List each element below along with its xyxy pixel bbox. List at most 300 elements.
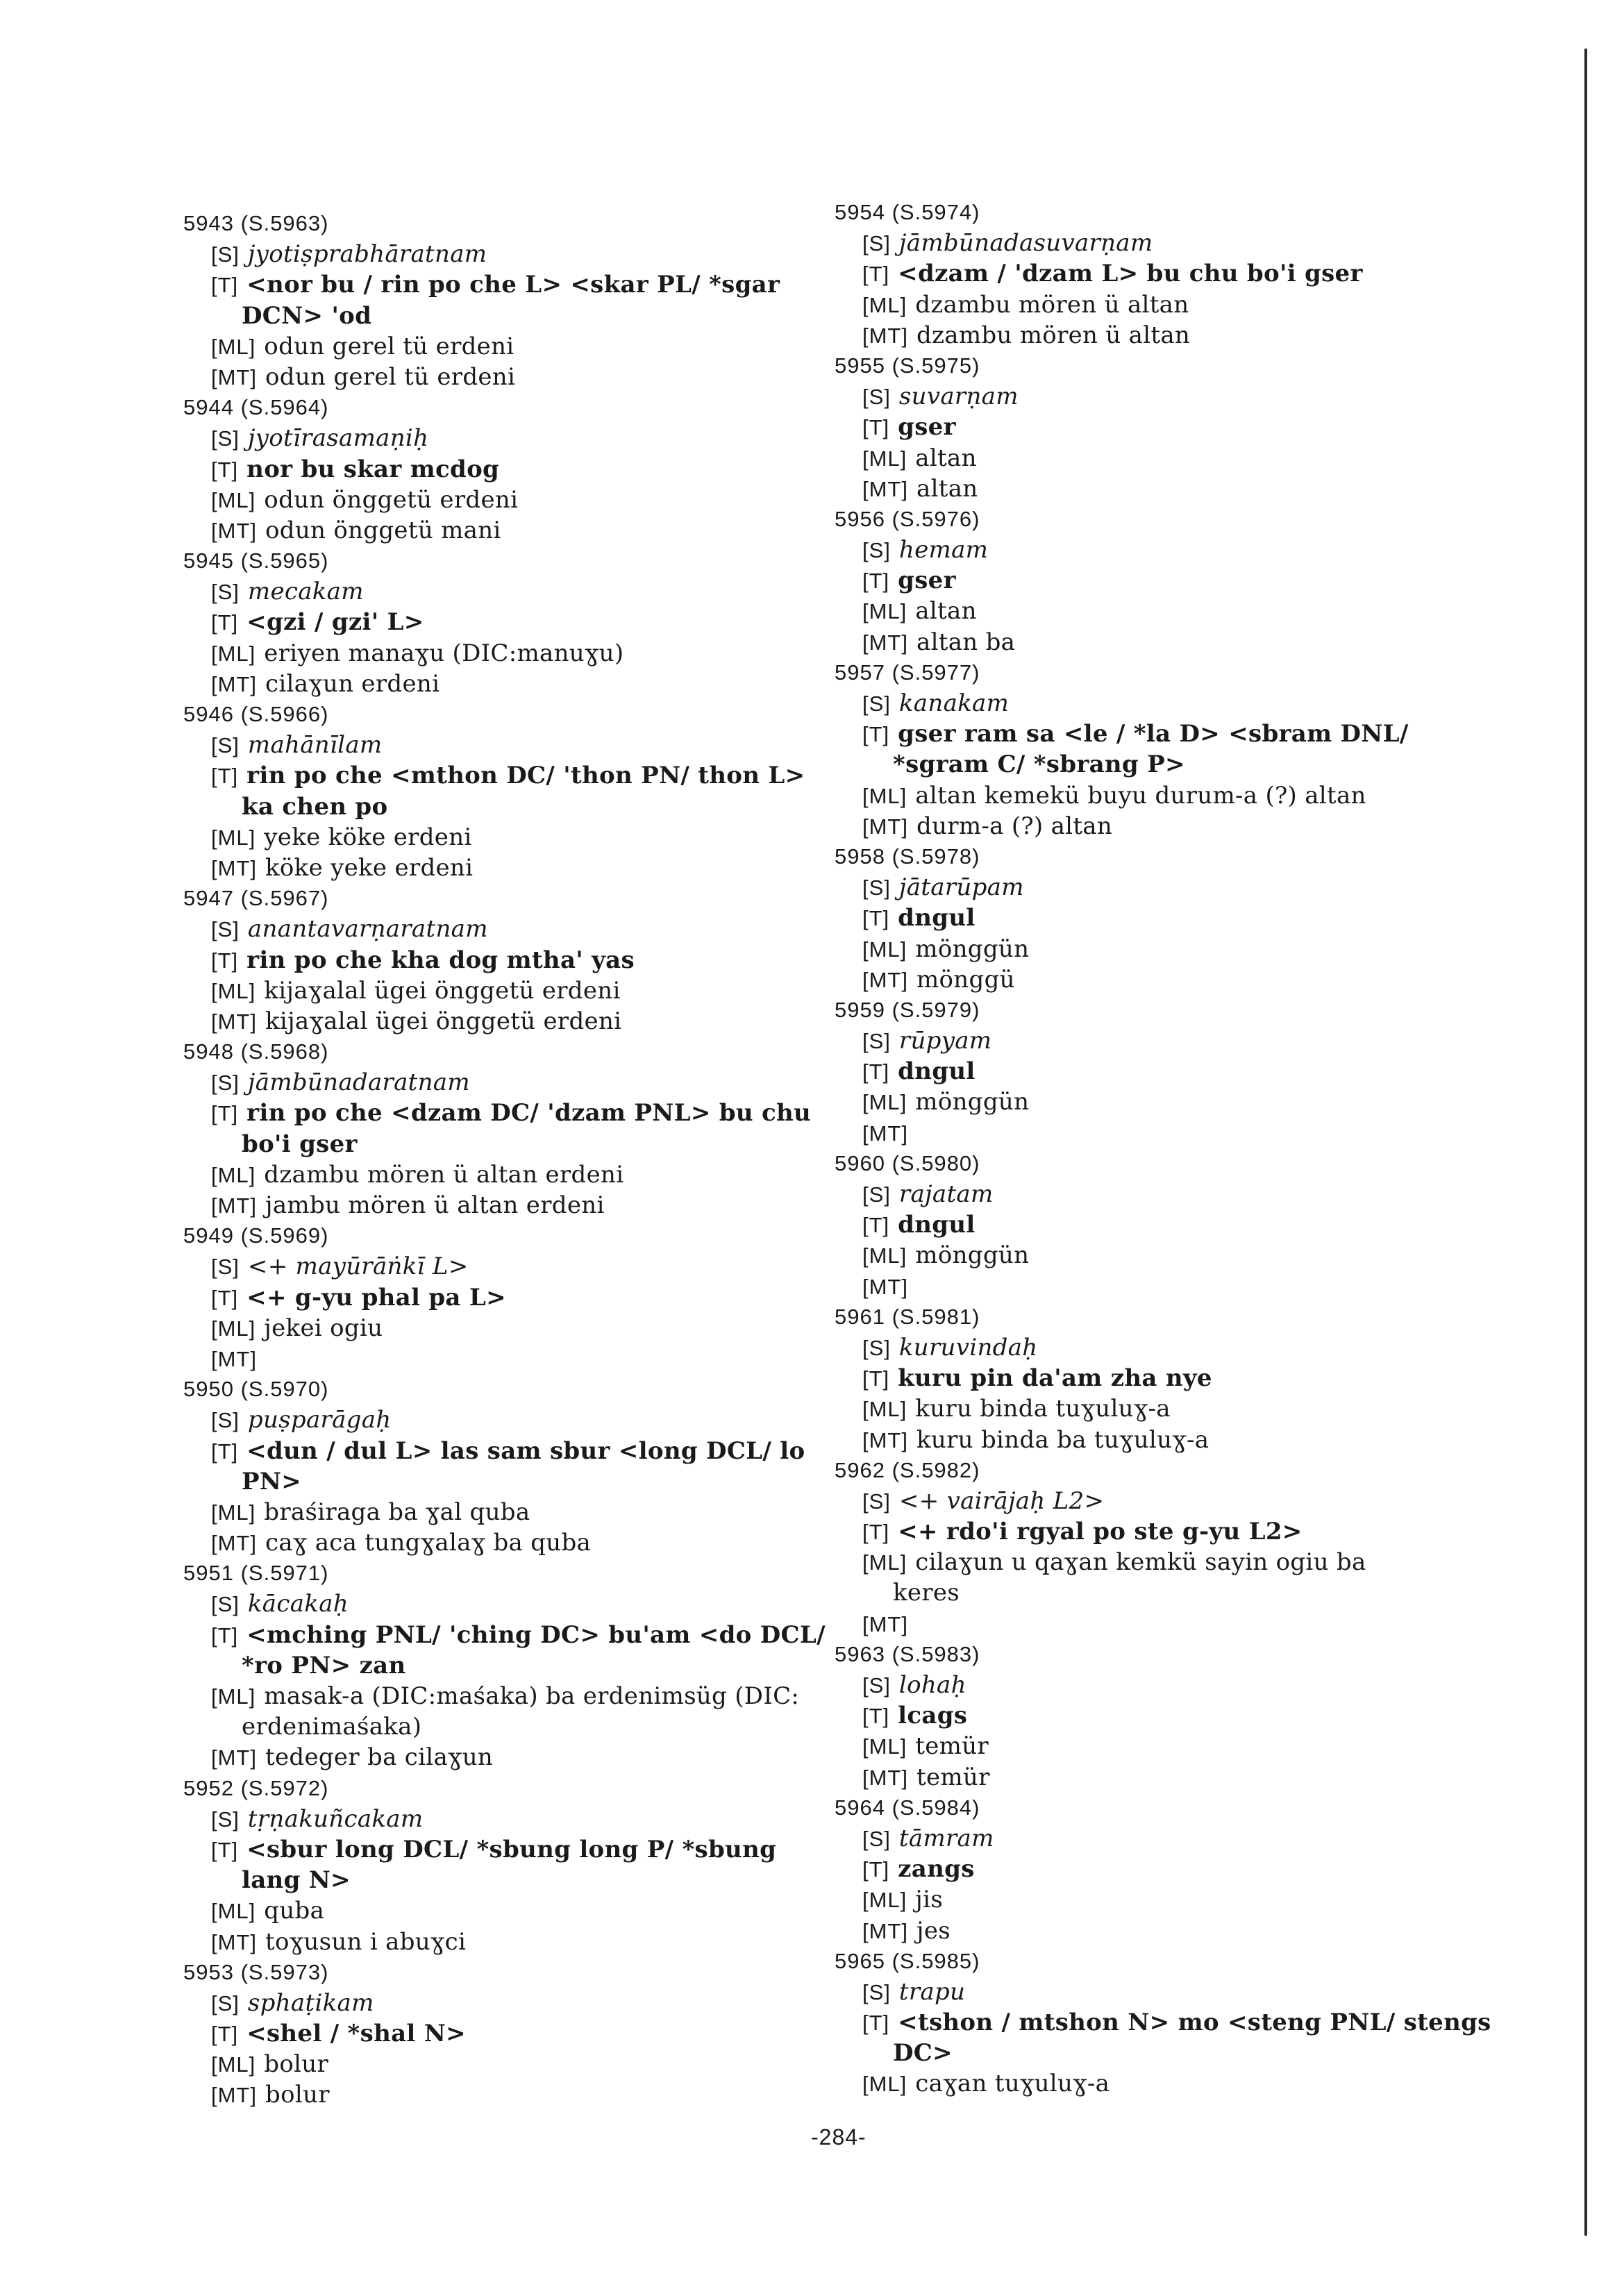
entry-number: 5948 (S.5968) [183,1039,329,1064]
tibetan-tag: [T] [862,569,890,594]
mongolian-mt-line [835,1916,1494,1946]
mt-term: kuru binda ba tuɣuluɣ-a [916,1425,1209,1454]
entry-number: 5962 (S.5982) [835,1457,980,1482]
mongolian-ml-line [835,1731,1494,1761]
sanskrit-line [835,1486,1494,1516]
sanskrit-line [183,423,843,453]
sanskrit-term: suvarṇam [898,383,1019,411]
sanskrit-term: tāmram [898,1824,994,1852]
sanskrit-tag: [S] [862,875,891,900]
sanskrit-term: <+ vairājaḥ L2> [898,1486,1105,1515]
tibetan-line [183,1466,843,1497]
ml-tag: [ML] [862,1397,907,1422]
mongolian-mt-line [183,1190,843,1221]
sanskrit-tag: [S] [211,426,240,451]
mongolian-ml-line [183,1895,843,1926]
sanskrit-tag: [S] [862,1826,891,1851]
mt-tag: [MT] [862,1765,908,1790]
ml-tag: [ML] [862,783,907,808]
tibetan-line [835,1363,1494,1393]
tibetan-line [183,301,843,331]
mt-term: caɣ aca tungɣalaɣ ba quba [265,1529,592,1557]
mongolian-mt-line [183,1527,843,1558]
entry-number: 5961 (S.5981) [835,1304,980,1329]
tibetan-line [835,1854,1494,1884]
ml-term: yeke köke erdeni [264,823,472,851]
mongolian-mt-line [183,2079,843,2110]
tibetan-line [835,1516,1494,1547]
dictionary-entry [835,1148,1494,1302]
mongolian-ml-line [183,1711,843,1742]
sanskrit-tag: [S] [211,1255,240,1280]
mongolian-mt-line [835,1425,1494,1455]
dictionary-entry [183,1221,843,1374]
tibetan-line [183,607,843,637]
mongolian-mt-line [183,1742,843,1773]
sanskrit-line [183,914,843,944]
mongolian-mt-line [835,964,1494,995]
mongolian-ml-line [183,1159,843,1190]
tibetan-term: bo'i gser [242,1130,358,1158]
mongolian-ml-line [183,638,843,669]
tibetan-line [183,760,843,791]
mt-term: jambu mören ü altan erdeni [265,1191,605,1219]
mongolian-mt-line [183,853,843,883]
ml-term: erdenimaśaka) [242,1713,422,1741]
tibetan-term: nor bu skar mcdog [246,455,500,483]
tibetan-tag: [T] [862,722,890,747]
dictionary-entry [835,1946,1494,2100]
tibetan-tag: [T] [211,457,239,482]
tibetan-term: rin po che kha dog mtha' yas [246,946,635,974]
tibetan-tag: [T] [211,948,239,973]
mt-tag: [MT] [862,967,908,992]
dictionary-entry [183,1374,843,1558]
mongolian-ml-line [835,1547,1494,1577]
sanskrit-line [183,576,843,607]
ml-tag: [ML] [211,1500,256,1525]
sanskrit-term: trapu [898,1977,966,2006]
mt-tag: [MT] [211,671,257,696]
tibetan-term: *ro PN> zan [242,1651,406,1679]
mongolian-mt-line [183,515,843,546]
sanskrit-term: rūpyam [898,1027,992,1055]
entry-number: 5943 (S.5963) [183,211,329,235]
mongolian-ml-line [835,1240,1494,1271]
mt-tag: [MT] [862,1121,908,1146]
tibetan-line [183,2018,843,2049]
dictionary-entry [835,1793,1494,1946]
sanskrit-term: <+ mayūrāṅkī L> [247,1252,469,1281]
mongolian-mt-line [835,627,1494,657]
tibetan-line [183,1098,843,1128]
mt-tag: [MT] [862,1274,908,1299]
entry-number: 5952 (S.5972) [183,1775,329,1800]
tibetan-term: gser [898,567,956,595]
tibetan-tag: [T] [211,1285,239,1310]
sanskrit-tag: [S] [211,1592,240,1617]
mongolian-mt-line [835,811,1494,841]
tibetan-line [183,269,843,300]
sanskrit-line [835,688,1494,719]
entry-number: 5955 (S.5975) [835,353,980,378]
sanskrit-term: tṛṇakuñcakam [247,1804,424,1833]
dictionary-entry [183,546,843,699]
sanskrit-line [183,1988,843,2018]
mongolian-mt-line [835,1271,1494,1302]
mt-tag: [MT] [862,814,908,839]
mongolian-ml-line [835,2068,1494,2099]
entry-number: 5944 (S.5964) [183,395,329,420]
tibetan-line [835,1700,1494,1731]
sanskrit-line [835,1025,1494,1056]
sanskrit-term: anantavarṇaratnam [247,915,488,944]
sanskrit-line [835,1823,1494,1854]
ml-term: altan kemekü buyu durum-a (?) altan [915,781,1366,810]
dictionary-entry [835,1302,1494,1455]
tibetan-line [183,1834,843,1865]
dictionary-entry [183,1558,843,1773]
sanskrit-term: mahānīlam [247,731,383,760]
mt-tag: [MT] [862,476,908,501]
mongolian-mt-line [835,1609,1494,1639]
tibetan-tag: [T] [211,764,239,789]
sanskrit-term: rajatam [898,1180,994,1208]
mt-tag: [MT] [211,1745,257,1770]
mongolian-mt-line [183,669,843,699]
entry-number: 5964 (S.5984) [835,1795,980,1820]
sanskrit-term: jāmbūnadasuvarṇam [898,229,1153,258]
sanskrit-line [183,1405,843,1435]
mt-tag: [MT] [211,2083,257,2108]
ml-tag: [ML] [211,334,256,359]
ml-term: altan [915,597,977,626]
ml-tag: [ML] [211,978,256,1003]
mongolian-ml-line [183,1313,843,1343]
mt-term: temür [916,1763,990,1791]
mongolian-mt-line [183,1927,843,1957]
sanskrit-tag: [S] [211,733,240,758]
ml-tag: [ML] [211,1162,256,1187]
mt-tag: [MT] [211,518,257,543]
tibetan-term: <mching PNL/ 'ching DC> bu'am <do DCL/ [246,1620,826,1649]
ml-term: altan [915,444,977,472]
mt-term: toɣusun i abuɣci [265,1927,467,1956]
ml-term: cilaɣun u qaɣan kemkü sayin ogiu ba [915,1548,1366,1577]
ml-term: bolur [264,2050,329,2079]
tibetan-tag: [T] [211,273,239,298]
tibetan-line [835,1056,1494,1087]
sanskrit-term: jāmbūnadaratnam [247,1069,470,1097]
mongolian-mt-line [835,1762,1494,1793]
mt-tag: [MT] [211,364,257,389]
mt-tag: [MT] [211,1531,257,1556]
sanskrit-line [183,1589,843,1619]
ml-term: dzambu mören ü altan erdeni [264,1160,624,1189]
tibetan-tag: [T] [862,1213,890,1238]
mongolian-ml-line [183,331,843,362]
tibetan-line [183,1282,843,1313]
page-number: -284- [811,2125,867,2150]
dictionary-entry [183,1037,843,1221]
mt-tag: [MT] [211,1346,257,1371]
tibetan-term: rin po che <mthon DC/ 'thon PN/ thon L> [246,762,805,790]
sanskrit-tag: [S] [211,1991,240,2016]
tibetan-line [835,749,1494,780]
tibetan-tag: [T] [862,2011,890,2036]
mt-term: mönggü [916,965,1015,994]
mongolian-ml-line [835,1577,1494,1608]
ml-tag: [ML] [862,2072,907,2097]
dictionary-entry [835,657,1494,841]
sanskrit-line [183,1251,843,1282]
ml-tag: [ML] [211,1684,256,1709]
mt-term: odun gerel tü erdeni [265,362,516,391]
tibetan-line [835,2007,1494,2038]
sanskrit-term: mecakam [247,578,364,606]
tibetan-tag: [T] [862,262,890,287]
ml-term: jis [915,1886,944,1914]
entry-number: 5945 (S.5965) [183,548,329,573]
mongolian-ml-line [183,1681,843,1711]
dictionary-entry [835,197,1494,351]
dictionary-entry [835,351,1494,504]
sanskrit-tag: [S] [862,231,891,256]
sanskrit-term: hemam [898,536,989,564]
tibetan-line [835,258,1494,289]
mongolian-ml-line [183,822,843,853]
ml-tag: [ML] [862,1734,907,1759]
ml-tag: [ML] [862,1550,907,1575]
mongolian-mt-line [183,1006,843,1037]
tibetan-line [835,903,1494,933]
tibetan-term: <+ rdo'i rgyal po ste g-yu L2> [898,1518,1303,1546]
sanskrit-term: puṣparāgaḥ [247,1406,392,1434]
ml-tag: [ML] [862,937,907,962]
ml-term: dzambu mören ü altan [915,290,1189,319]
mongolian-ml-line [835,1393,1494,1424]
tibetan-line [835,1209,1494,1240]
ml-term: braśiraga ba ɣal quba [264,1498,530,1526]
sanskrit-tag: [S] [211,242,240,267]
entry-number: 5960 (S.5980) [835,1150,980,1175]
mongolian-mt-line [835,474,1494,504]
ml-tag: [ML] [211,1316,256,1341]
sanskrit-line [183,1067,843,1098]
tibetan-tag: [T] [862,1704,890,1729]
tibetan-line [183,1865,843,1895]
tibetan-tag: [T] [211,610,239,635]
sanskrit-line [835,381,1494,412]
ml-term: caɣan tuɣuluɣ-a [915,2070,1110,2098]
entry-number: 5958 (S.5978) [835,844,980,869]
tibetan-term: *sgram C/ *sbrang P> [893,751,1185,779]
right-column [835,197,1494,2100]
tibetan-tag: [T] [862,1520,890,1545]
mt-tag: [MT] [862,1611,908,1636]
ml-tag: [ML] [862,1888,907,1913]
ml-term: mönggün [915,935,1030,963]
ml-tag: [ML] [211,1899,256,1924]
mongolian-ml-line [183,485,843,515]
sanskrit-tag: [S] [862,1335,891,1360]
tibetan-term: DCN> 'od [242,301,372,330]
entry-number: 5946 (S.5966) [183,702,329,726]
mt-tag: [MT] [211,1009,257,1034]
sanskrit-term: jyotiṣprabhāratnam [247,240,487,269]
tibetan-line [183,1650,843,1681]
tibetan-line [183,945,843,975]
dictionary-entry [835,1455,1494,1639]
dictionary-entry [183,208,843,392]
mongolian-ml-line [835,1087,1494,1117]
mt-term: cilaɣun erdeni [265,669,440,698]
mt-tag: [MT] [211,1929,257,1954]
dictionary-entry [835,841,1494,995]
sanskrit-term: lohaḥ [898,1671,966,1699]
sanskrit-tag: [S] [862,692,891,716]
entry-number: 5965 (S.5985) [835,1948,980,1973]
dictionary-entry [835,1639,1494,1793]
tibetan-line [835,565,1494,596]
sanskrit-term: kācakaḥ [247,1590,349,1618]
ml-term: jekei ogiu [264,1314,383,1342]
tibetan-term: DC> [893,2039,953,2068]
tibetan-term: gser [898,413,956,442]
page-edge-line [1584,49,1587,2236]
sanskrit-term: kanakam [898,689,1010,717]
tibetan-line [183,454,843,485]
sanskrit-line [835,1670,1494,1700]
dictionary-entry [835,504,1494,657]
sanskrit-tag: [S] [862,1182,891,1207]
tibetan-term: <+ g-yu phal pa L> [246,1283,506,1312]
sanskrit-term: jātarūpam [898,873,1024,902]
sanskrit-tag: [S] [862,1979,891,2004]
tibetan-line [835,719,1494,749]
mt-term: köke yeke erdeni [265,853,474,882]
tibetan-term: <nor bu / rin po che L> <skar PL/ *sgar [246,271,780,299]
mongolian-ml-line [835,596,1494,626]
ml-tag: [ML] [211,825,256,850]
tibetan-term: <sbur long DCL/ *sbung long P/ *sbung [246,1835,777,1863]
ml-term: mönggün [915,1088,1030,1116]
tibetan-line [835,412,1494,442]
mongolian-ml-line [183,2049,843,2079]
mongolian-ml-line [183,1497,843,1527]
tibetan-tag: [T] [211,1837,239,1862]
tibetan-line [183,1436,843,1466]
ml-tag: [ML] [862,292,907,317]
sanskrit-tag: [S] [862,538,891,563]
mt-term: kijaɣalal ügei önggetü erdeni [265,1007,622,1035]
ml-tag: [ML] [211,487,256,512]
ml-tag: [ML] [862,1243,907,1268]
sanskrit-tag: [S] [211,1071,240,1096]
mt-term: dzambu mören ü altan [916,321,1191,349]
ml-tag: [ML] [862,1090,907,1115]
dictionary-entry [835,995,1494,1148]
dictionary-entry [183,1773,843,1957]
sanskrit-tag: [S] [211,917,240,942]
sanskrit-tag: [S] [862,1029,891,1054]
dictionary-entry [183,699,843,883]
ml-term: mönggün [915,1241,1030,1270]
sanskrit-line [835,872,1494,903]
ml-term: quba [264,1897,325,1925]
ml-term: eriyen manaɣu (DIC:manuɣu) [264,639,624,667]
tibetan-term: <dzam / 'dzam L> bu chu bo'i gser [898,260,1363,288]
entry-number: 5953 (S.5973) [183,1959,329,1984]
sanskrit-line [835,1977,1494,2007]
tibetan-term: dngul [898,1057,976,1086]
mt-tag: [MT] [211,1193,257,1218]
dictionary-entry [183,883,843,1037]
tibetan-term: dngul [898,1211,976,1239]
entry-number: 5951 (S.5971) [183,1561,329,1586]
ml-term: kuru binda tuɣuluɣ-a [915,1395,1171,1423]
tibetan-tag: [T] [211,1439,239,1464]
sanskrit-tag: [S] [862,385,891,410]
mt-tag: [MT] [862,323,908,348]
ml-term: temür [915,1732,989,1761]
sanskrit-line [835,228,1494,258]
tibetan-term: zangs [898,1855,975,1884]
entry-number: 5949 (S.5969) [183,1223,329,1248]
mt-term: bolur [265,2081,330,2109]
sanskrit-line [183,239,843,269]
entry-number: 5956 (S.5976) [835,506,980,531]
mongolian-mt-line [183,362,843,392]
dictionary-entry [183,1957,843,2111]
mt-term: tedeger ba cilaɣun [265,1743,494,1772]
mt-tag: [MT] [211,855,257,880]
tibetan-line [835,2038,1494,2068]
tibetan-tag: [T] [211,2022,239,2047]
mongolian-ml-line [183,975,843,1006]
sanskrit-tag: [S] [211,1408,240,1433]
tibetan-tag: [T] [211,1101,239,1126]
tibetan-term: dngul [898,904,976,932]
tibetan-tag: [T] [862,415,890,440]
sanskrit-tag: [S] [211,580,240,605]
ml-tag: [ML] [211,2052,256,2077]
sanskrit-line [183,730,843,760]
dictionary-entry [183,392,843,546]
tibetan-line [183,1620,843,1650]
tibetan-term: <dun / dul L> las sam sbur <long DCL/ lo [246,1436,805,1465]
entry-number: 5954 (S.5974) [835,200,980,224]
sanskrit-tag: [S] [862,1489,891,1514]
ml-term: kijaɣalal ügei önggetü erdeni [264,976,621,1005]
sanskrit-line [835,535,1494,565]
mt-term: altan [916,474,978,503]
tibetan-term: <gzi / gzi' L> [246,608,424,637]
ml-term: odun önggetü erdeni [264,485,519,514]
sanskrit-line [835,1332,1494,1363]
tibetan-term: <tshon / mtshon N> mo <steng PNL/ stengs [898,2009,1491,2037]
tibetan-term: <shel / *shal N> [246,2020,466,2048]
tibetan-tag: [T] [862,1366,890,1391]
sanskrit-line [835,1179,1494,1209]
ml-tag: [ML] [862,446,907,471]
mongolian-mt-line [835,1118,1494,1148]
mt-term: altan ba [916,628,1016,656]
tibetan-term: rin po che <dzam DC/ 'dzam PNL> bu chu [246,1099,812,1128]
tibetan-term: PN> [242,1467,302,1495]
tibetan-line [183,791,843,822]
tibetan-tag: [T] [862,1857,890,1882]
